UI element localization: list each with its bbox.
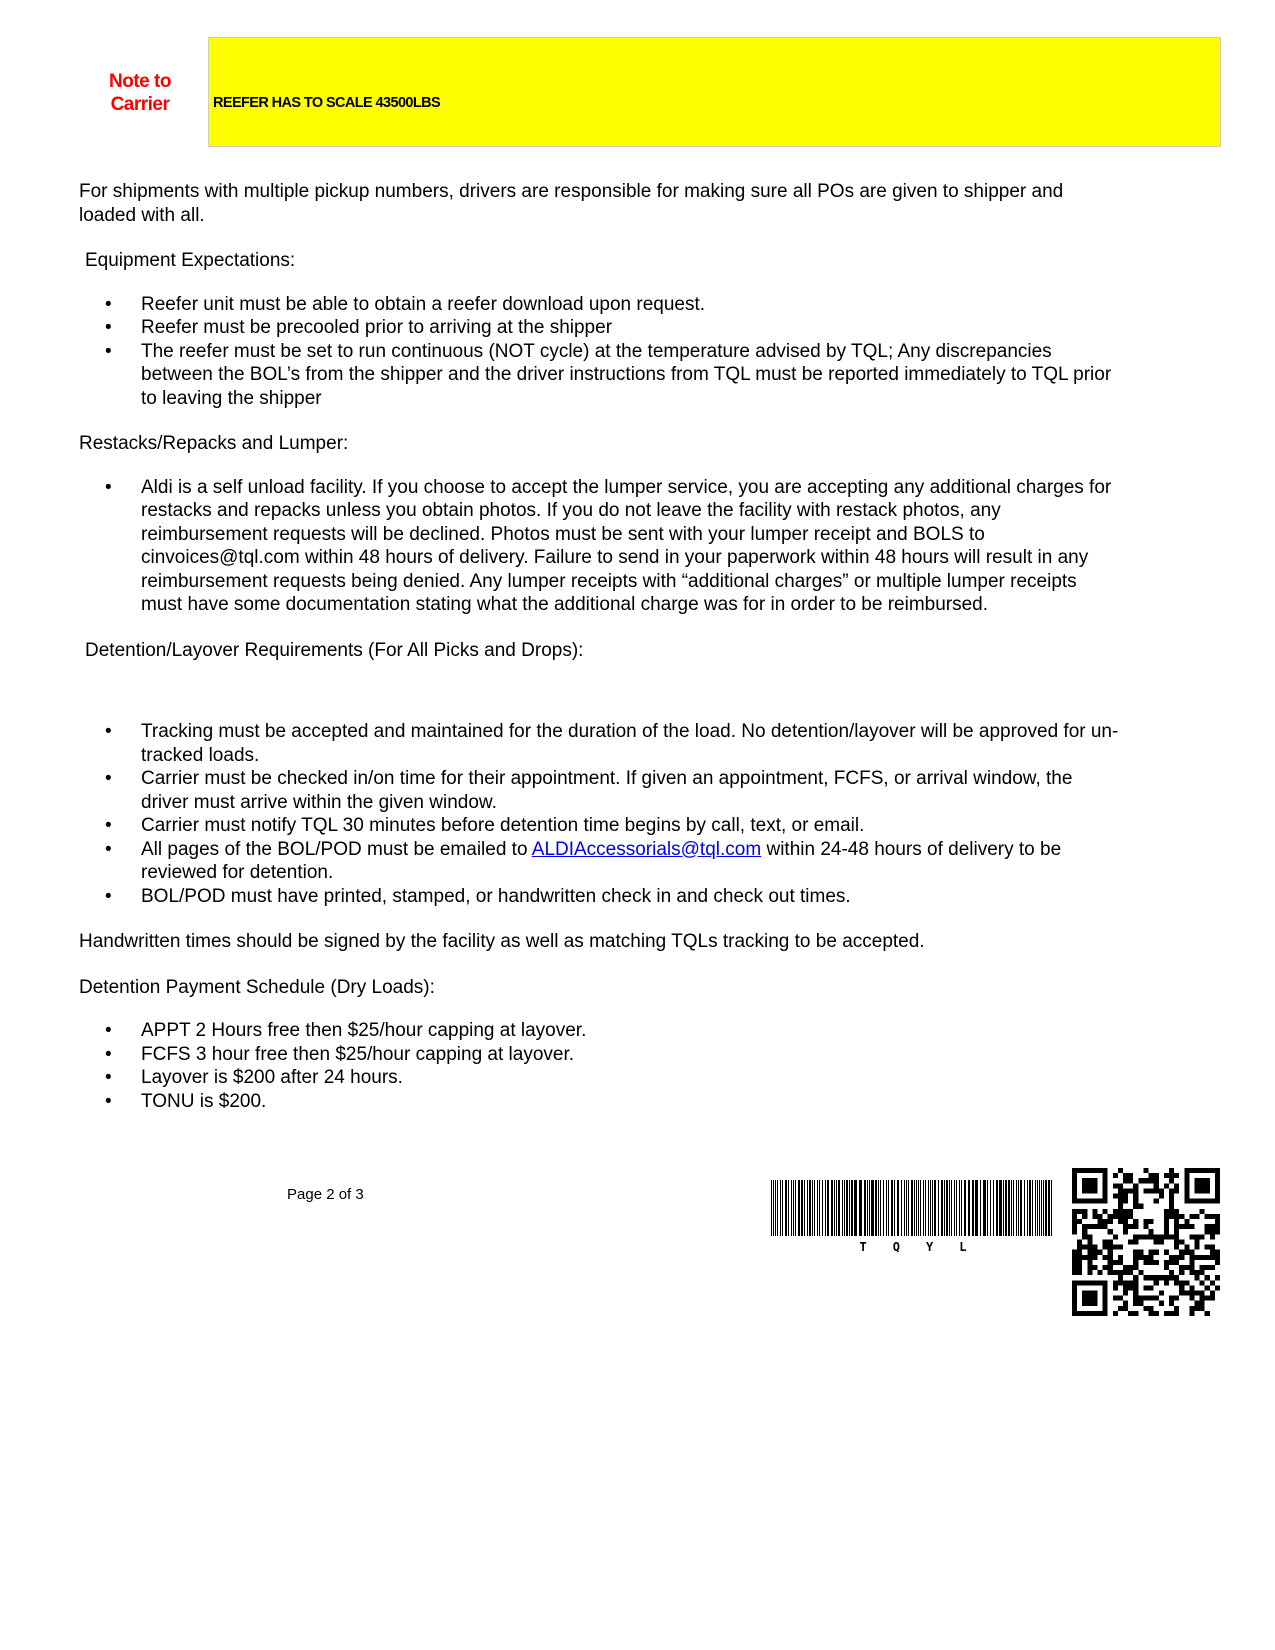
qr-code-icon (1072, 1168, 1220, 1316)
bullet-icon: • (105, 885, 112, 907)
list-item: • BOL/POD must have printed, stamped, or handwritten check in and check out times. (105, 885, 851, 907)
list-item: • Carrier must notify TQL 30 minutes before detention time begins by call, text, or email. (105, 815, 865, 836)
equipment-heading: Equipment Expectations: (85, 250, 296, 271)
bullet-icon: • (105, 293, 112, 315)
restacks-heading: Restacks/Repacks and Lumper: (79, 433, 349, 454)
list-item: • Layover is $200 after 24 hours. (105, 1067, 403, 1088)
list-item: • Aldi is a self unload facility. If you choose to accept the lumper service, you are accepting any additional charges for restacks and repacks unless you obtain photos. If you do not leave the facility with restack photos, any reimbursement requests will be declined. Photos must be sent with your lumper receipt and BOLS to cinvoices@tql.com within 48 hours of delivery. Failure to send in your paperwork within 48 hours will result in any reimbursement requests being denied. Any lumper receipts with “additional charges” or multiple lumper receipts must have some documentation stating what the additional charge was for in order to be reimbursed. (105, 476, 1112, 615)
list-item: • Tracking must be accepted and maintained for the duration of the load. No detention/layover will be approved for un-tracked loads. (105, 721, 1119, 766)
bullet-icon: • (105, 1090, 112, 1112)
page-number: Page 2 of 3 (287, 1186, 364, 1203)
list-item: • TONU is $200. (105, 1090, 267, 1112)
bullet-icon: • (105, 768, 112, 789)
list-item: • The reefer must be set to run continuous (NOT cycle) at the temperature advised by TQL; Any discrepancies between the BOL’s from the shipper and the driver instructions from TQL must be reported immediately to TQL prior to leaving the shipper (105, 340, 1112, 409)
list-item: • Reefer must be precooled prior to arriving at the shipper (105, 317, 613, 338)
list-item: • APPT 2 Hours free then $25/hour capping at layover. (105, 1020, 587, 1041)
detention-heading: Detention/Layover Requirements (For All Picks and Drops): (85, 639, 584, 661)
handwritten-paragraph: Handwritten times should be signed by the facility as well as matching TQLs tracking to be accepted. (79, 931, 925, 952)
document-body (79, 180, 1119, 1113)
equipment-list (79, 293, 1119, 411)
note-label-line1: Note to (109, 71, 171, 92)
list-item: • All pages of the BOL/POD must be emailed to ALDIAccessorials@tql.com within 24-48 hours of delivery to be reviewed for detention. (105, 838, 1062, 883)
bullet-icon: • (105, 1020, 112, 1041)
bullet-icon: • (105, 721, 112, 742)
barcode-icon (771, 1180, 1055, 1236)
bullet-icon: • (105, 815, 112, 836)
note-label-line2: Carrier (110, 94, 170, 115)
list-item: • Carrier must be checked in/on time for their appointment. If given an appointment, FCFS, or arrival window, the driver must arrive within the given window. (105, 768, 1073, 813)
bullet-icon: • (105, 340, 112, 362)
intro-paragraph: For shipments with multiple pickup numbers, drivers are responsible for making sure all POs are given to shipper and loaded with all. (79, 181, 1064, 226)
restacks-list (79, 476, 1119, 617)
payment-list (79, 1019, 1119, 1113)
aldi-accessorials-email-link[interactable]: ALDIAccessorials@tql.com (531, 838, 762, 860)
bullet-icon: • (105, 1067, 112, 1088)
bullet-icon: • (105, 838, 112, 860)
detention-list (79, 720, 1119, 908)
bullet-icon: • (105, 476, 112, 498)
barcode-caption: T Q Y L (859, 1240, 967, 1254)
note-text: REEFER HAS TO SCALE 43500LBS (213, 95, 441, 111)
bullet-icon: • (105, 317, 112, 338)
note-to-carrier-label (100, 70, 180, 116)
list-item: • Reefer unit must be able to obtain a reefer download upon request. (105, 293, 706, 315)
list-item: • FCFS 3 hour free then $25/hour capping at layover. (105, 1043, 575, 1065)
payment-heading: Detention Payment Schedule (Dry Loads): (79, 976, 435, 998)
bullet-icon: • (105, 1043, 112, 1065)
note-box (208, 37, 1221, 147)
